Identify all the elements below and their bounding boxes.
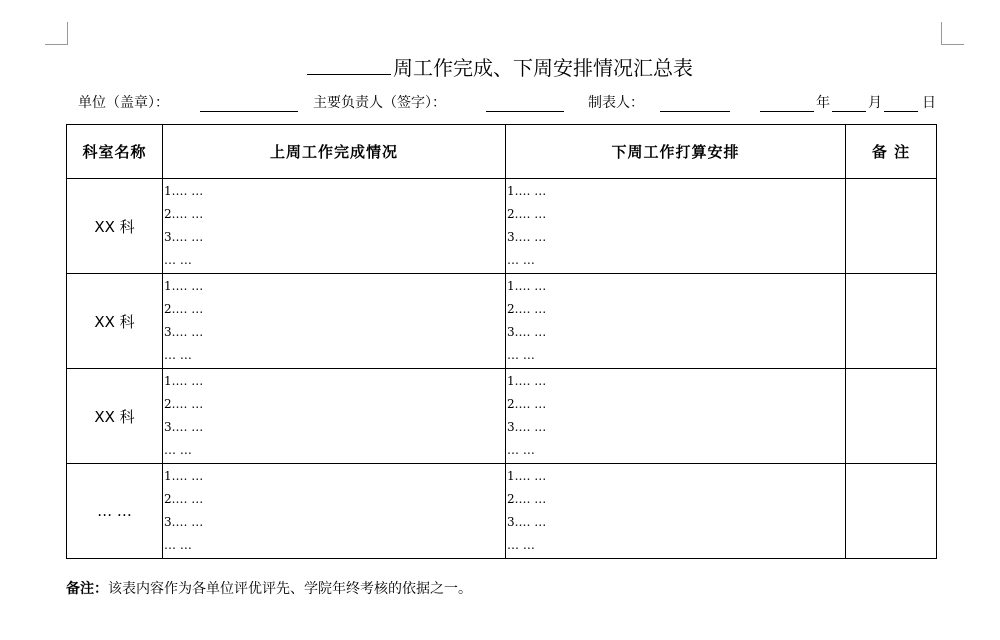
day-field[interactable] — [884, 111, 918, 112]
list-item: 3.… … — [507, 230, 547, 244]
footnote-label: 备注： — [66, 581, 108, 597]
page-corner-mark-left — [45, 22, 68, 45]
list-item: 3.… … — [164, 420, 204, 434]
year-field[interactable] — [760, 111, 814, 112]
remark-cell[interactable] — [846, 179, 937, 274]
meta-row — [68, 92, 948, 114]
dept-cell[interactable]: XX 科 — [67, 369, 163, 464]
table-row — [67, 464, 937, 559]
list-item: 3.… … — [507, 420, 547, 434]
table-row — [67, 179, 937, 274]
list-item: … … — [507, 253, 535, 267]
month-label: 月 — [868, 95, 882, 111]
list-item: 2.… … — [164, 492, 204, 506]
day-label: 日 — [922, 95, 936, 111]
table-row — [67, 274, 937, 369]
last-week-cell[interactable] — [163, 369, 506, 464]
list-item: … … — [507, 538, 535, 552]
leader-label: 主要负责人（签字）： — [313, 95, 446, 111]
list-item: 1.… … — [164, 184, 204, 198]
header-next-week: 下周工作打算安排 — [506, 125, 846, 179]
list-item: 2.… … — [507, 492, 547, 506]
list-item: 2.… … — [164, 207, 204, 221]
list-item: 1.… … — [164, 374, 204, 388]
list-item: … … — [507, 443, 535, 457]
dept-cell[interactable]: … … — [67, 464, 163, 559]
list-item: … … — [164, 443, 192, 457]
list-item: 1.… … — [507, 469, 547, 483]
header-remark: 备 注 — [846, 125, 937, 179]
leader-field[interactable] — [486, 111, 564, 112]
summary-table — [66, 124, 937, 559]
list-item: 1.… … — [507, 374, 547, 388]
unit-label: 单位（盖章）： — [78, 95, 169, 111]
list-item: 3.… … — [164, 515, 204, 529]
list-item: … … — [507, 348, 535, 362]
year-label: 年 — [816, 95, 830, 111]
document-title — [0, 52, 1000, 82]
page-corner-mark-right — [941, 22, 964, 45]
table-header-row — [67, 125, 937, 179]
remark-cell[interactable] — [846, 464, 937, 559]
next-week-cell[interactable] — [506, 274, 846, 369]
list-item: … … — [164, 348, 192, 362]
title-fill-blank[interactable] — [307, 52, 391, 75]
dept-cell[interactable]: XX 科 — [67, 274, 163, 369]
unit-field[interactable] — [200, 111, 298, 112]
header-last-week: 上周工作完成情况 — [163, 125, 506, 179]
list-item: 3.… … — [164, 325, 204, 339]
header-dept: 科室名称 — [67, 125, 163, 179]
list-item: … … — [164, 253, 192, 267]
last-week-cell[interactable] — [163, 274, 506, 369]
last-week-cell[interactable] — [163, 464, 506, 559]
next-week-cell[interactable] — [506, 369, 846, 464]
list-item: 2.… … — [507, 207, 547, 221]
list-item: 1.… … — [507, 279, 547, 293]
list-item: … … — [164, 538, 192, 552]
title-text: 周工作完成、下周安排情况汇总表 — [393, 56, 693, 80]
next-week-cell[interactable] — [506, 464, 846, 559]
dept-cell[interactable]: XX 科 — [67, 179, 163, 274]
list-item: 1.… … — [507, 184, 547, 198]
list-item: 2.… … — [507, 302, 547, 316]
list-item: 3.… … — [507, 515, 547, 529]
list-item: 3.… … — [164, 230, 204, 244]
remark-cell[interactable] — [846, 369, 937, 464]
footnote — [66, 578, 472, 600]
maker-label: 制表人： — [588, 95, 644, 111]
month-field[interactable] — [832, 111, 866, 112]
maker-field[interactable] — [660, 111, 730, 112]
footnote-text: 该表内容作为各单位评优评先、学院年终考核的依据之一。 — [108, 581, 472, 597]
list-item: 3.… … — [507, 325, 547, 339]
list-item: 2.… … — [164, 397, 204, 411]
next-week-cell[interactable] — [506, 179, 846, 274]
table-row — [67, 369, 937, 464]
last-week-cell[interactable] — [163, 179, 506, 274]
list-item: 2.… … — [164, 302, 204, 316]
list-item: 1.… … — [164, 469, 204, 483]
list-item: 2.… … — [507, 397, 547, 411]
remark-cell[interactable] — [846, 274, 937, 369]
list-item: 1.… … — [164, 279, 204, 293]
